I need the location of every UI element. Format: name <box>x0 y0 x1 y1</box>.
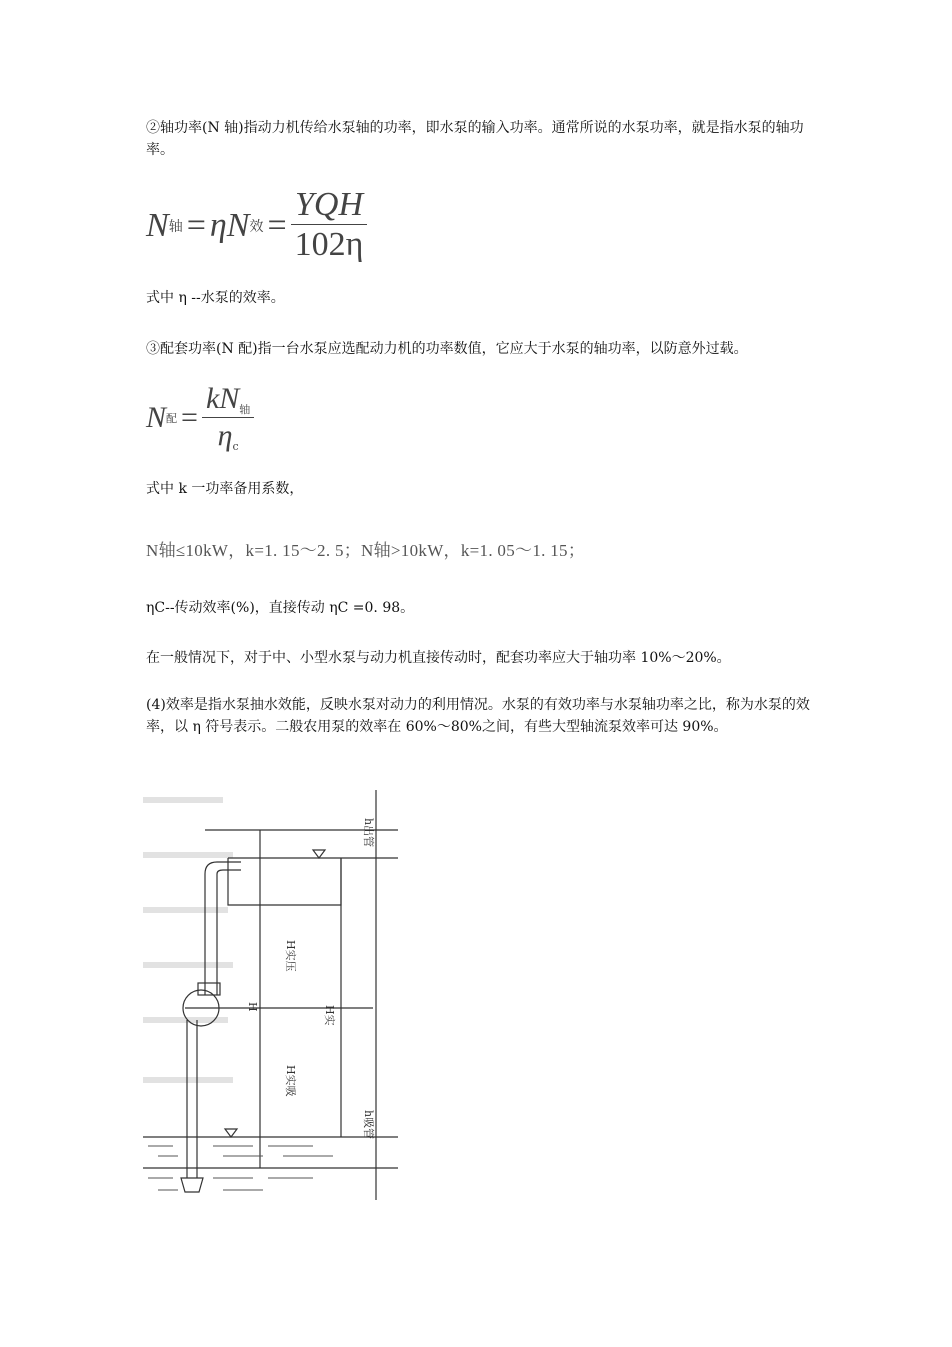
label-h-out: h出管 <box>362 818 375 848</box>
formula-shaft-power <box>146 186 367 266</box>
formula1-n: N <box>226 207 250 244</box>
formula2-eq: = <box>181 401 198 434</box>
formula1-eq2: = <box>267 207 287 244</box>
paragraph-eta-def: 式中 η --水泵的效率。 <box>146 290 285 306</box>
formula2-fraction <box>202 382 254 453</box>
label-H: H <box>246 1002 259 1012</box>
formula2-lhs-sub: 配 <box>166 412 178 425</box>
formula1-lhs-sub: 轴 <box>168 219 183 235</box>
pump-head-diagram <box>143 780 405 1210</box>
discharge-pipe <box>205 862 241 995</box>
upper-level-marker <box>313 850 325 858</box>
formula-matching-power <box>146 378 254 458</box>
paragraph-efficiency: (4)效率是指水泵抽水效能，反映水泵对动力的利用情况。水泵的有效功率与水泵轴功率之比，称为水泵的效率，以 η 符号表示。二般农用泵的效率在 60%～80%之间，有些大型轴流泵效率可达 90%。 <box>146 697 810 735</box>
background-haze <box>143 800 233 1080</box>
formula-k-ranges: N轴≤10kW，k=1. 15～2. 5；N轴>10kW，k=1. 05～1. 15； <box>146 541 586 560</box>
lower-level-marker <box>225 1129 237 1137</box>
label-H-up: H实压 <box>284 940 297 972</box>
formula1-eq1: = <box>186 207 206 244</box>
formula1-n-sub: 效 <box>249 219 264 235</box>
formula1-numerator: YQH <box>291 186 367 224</box>
label-h-in: h吸管 <box>362 1110 375 1140</box>
formula1-lhs: N <box>146 207 169 244</box>
paragraph-general-case: 在一般情况下，对于中、小型水泵与动力机直接传动时，配套功率应大于轴功率 10%～20%。 <box>146 650 731 666</box>
foot-valve <box>181 1178 203 1192</box>
formula2-den: η <box>217 418 233 452</box>
label-H-real: H实 <box>323 1005 336 1026</box>
formula2-lhs: N <box>146 401 167 434</box>
formula1-eta: η <box>209 207 227 244</box>
paragraph-k-def: 式中 k 一功率备用系数， <box>146 481 304 497</box>
paragraph-transmission-efficiency: ηC--传动效率(%)，直接传动 ηC =0. 98。 <box>146 600 415 616</box>
formula2-numerator <box>202 382 254 417</box>
upper-tank <box>228 858 341 905</box>
formula2-denominator <box>214 418 243 454</box>
formula2-num-sub: 轴 <box>239 403 251 417</box>
formula1-fraction <box>291 186 368 265</box>
formula2-num-k: kN <box>205 382 240 416</box>
paragraph-matching-power: ③配套功率(N 配)指一台水泵应选配动力机的功率数值，它应大于水泵的轴功率，以防意外过载。 <box>146 341 748 357</box>
suction-pipe <box>187 1020 197 1178</box>
formula1-denominator: 102η <box>294 225 364 263</box>
label-H-down: H实吸 <box>284 1065 297 1097</box>
formula2-den-sub: c <box>232 439 239 453</box>
paragraph-shaft-power: ②轴功率(N 轴)指动力机传给水泵轴的功率，即水泵的输入功率。通常所说的水泵功率，就是指水泵的轴功率。 <box>146 120 804 158</box>
